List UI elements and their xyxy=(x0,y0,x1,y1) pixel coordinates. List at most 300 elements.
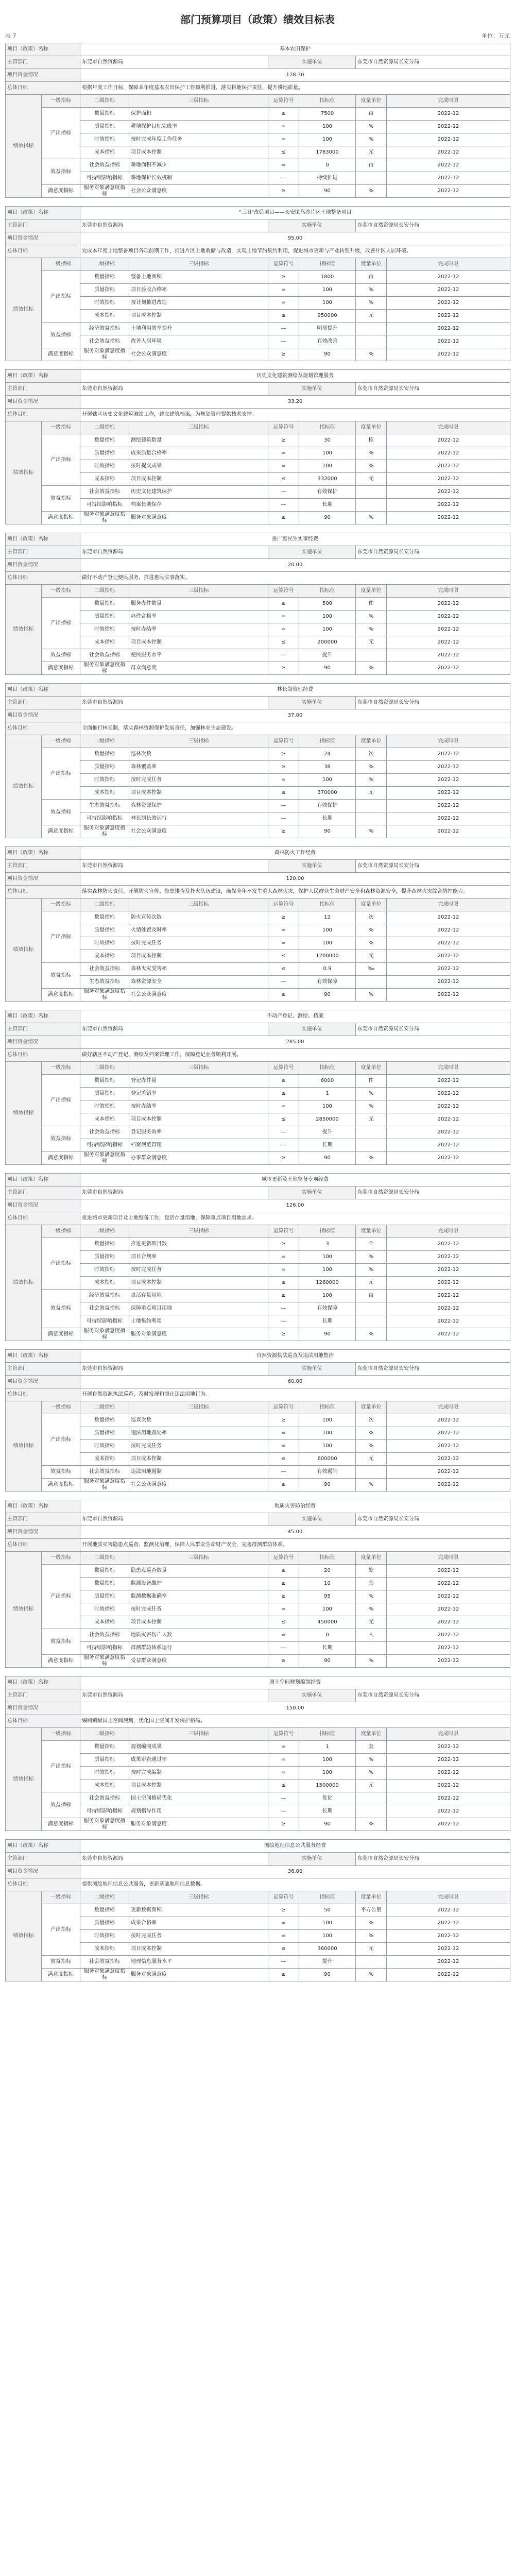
project-name-label: 项目（政策）名称 xyxy=(6,1500,80,1513)
table-row xyxy=(6,1741,510,1754)
indicator-value: 100 xyxy=(299,1930,356,1943)
indicator-deadline: 2022-12 xyxy=(387,1603,510,1616)
indicator-level-3: 按时完成任务 xyxy=(129,937,268,950)
indicator-deadline: 2022-12 xyxy=(387,1754,510,1767)
indicator-level-2: 社会效益指标 xyxy=(80,1126,129,1139)
indicator-operator: — xyxy=(268,1126,299,1139)
performance-table-grid xyxy=(5,206,510,361)
indicator-deadline: 2022-12 xyxy=(387,1152,510,1165)
indicator-unit: 个 xyxy=(356,1238,387,1251)
indicator-operator: ≥ xyxy=(268,1578,299,1590)
indicator-level-2: 服务对象满意度指标 xyxy=(80,1152,129,1165)
indicator-deadline: 2022-12 xyxy=(387,976,510,989)
indicator-level-3: 改善人居环境 xyxy=(129,335,268,348)
indicator-deadline: 2022-12 xyxy=(387,447,510,460)
indicator-level-3: 森林资源安全 xyxy=(129,976,268,989)
indicator-operator: ≥ xyxy=(268,662,299,675)
indicator-value: 100 xyxy=(299,1264,356,1277)
indicator-value: 100 xyxy=(299,1100,356,1113)
indicator-level-2: 服务对象满意度指标 xyxy=(80,185,129,198)
performance-table xyxy=(5,1500,510,1668)
indicator-level-3: 更新数据面积 xyxy=(129,1904,268,1917)
indicator-operator: ≤ xyxy=(268,146,299,159)
indicator-unit xyxy=(356,323,387,335)
indicator-unit: 元 xyxy=(356,473,387,486)
indicator-value: 95 xyxy=(299,1590,356,1603)
column-header-unit: 度量单位 xyxy=(356,421,387,434)
indicator-level-3: 档案规范管理 xyxy=(129,1139,268,1152)
table-row xyxy=(6,623,510,636)
table-row xyxy=(6,1152,510,1165)
table-row xyxy=(6,108,510,121)
goal-text: 做好辖区不动产登记、测绘及档案管理工作，保障登记业务顺利开展。 xyxy=(80,1049,510,1062)
indicator-level-3: 受益群众满意度 xyxy=(129,1655,268,1668)
indicator-level-2: 可持续影响指标 xyxy=(80,499,129,512)
indicator-unit: % xyxy=(356,1590,387,1603)
dept-value: 东莞市自然资源局 xyxy=(80,1363,268,1376)
indicator-level-3: 隐患点巡查数量 xyxy=(129,1565,268,1578)
dept-value: 东莞市自然资源局 xyxy=(80,1187,268,1199)
indicator-operator: ≥ xyxy=(268,1290,299,1302)
indicator-level-3: 按时完成任务 xyxy=(129,1264,268,1277)
indicator-value: 90 xyxy=(299,1328,356,1341)
indicator-deadline: 2022-12 xyxy=(387,649,510,662)
indicator-value: 90 xyxy=(299,1818,356,1831)
indicator-deadline: 2022-12 xyxy=(387,812,510,825)
column-header-l2: 二级指标 xyxy=(80,1891,129,1904)
indicator-value: 950000 xyxy=(299,310,356,323)
indicator-deadline: 2022-12 xyxy=(387,1139,510,1152)
indicator-unit: 次 xyxy=(356,748,387,761)
indicator-operator: — xyxy=(268,1302,299,1315)
indicator-deadline: 2022-12 xyxy=(387,512,510,524)
indicator-unit: 次 xyxy=(356,1414,387,1427)
indicator-level-2: 可持续影响指标 xyxy=(80,1642,129,1655)
indicator-value: 1 xyxy=(299,1088,356,1100)
indicator-deadline: 2022-12 xyxy=(387,146,510,159)
indicator-level-1: 满意度指标 xyxy=(42,512,80,524)
indicator-deadline: 2022-12 xyxy=(387,1904,510,1917)
indicator-level-3: 土地集约利用 xyxy=(129,1315,268,1328)
table-row xyxy=(6,649,510,662)
indicator-operator: ≥ xyxy=(268,989,299,1002)
indicator-unit: % xyxy=(356,1264,387,1277)
indicator-level-2: 成本指标 xyxy=(80,1616,129,1629)
page-title: 部门预算项目（政策）绩效目标表 xyxy=(180,13,335,26)
project-name-value: 不动产登记、测绘、档案 xyxy=(80,1010,510,1023)
indicator-operator: = xyxy=(268,924,299,937)
indicator-unit: 件 xyxy=(356,598,387,611)
indicator-operator: ≤ xyxy=(268,1113,299,1126)
indicator-level-1: 效益指标 xyxy=(42,1956,80,1969)
table-row xyxy=(6,1917,510,1930)
column-header-l1: 一级指标 xyxy=(42,95,80,108)
indicator-unit: % xyxy=(356,284,387,297)
perf-label: 绩效指标 xyxy=(6,1225,42,1341)
column-header-date: 完成时限 xyxy=(387,95,510,108)
indicator-level-2: 数量指标 xyxy=(80,1741,129,1754)
indicator-level-2: 经济效益指标 xyxy=(80,323,129,335)
indicator-level-2: 时效指标 xyxy=(80,460,129,473)
indicator-operator: ≤ xyxy=(268,1453,299,1466)
dept-label: 主管部门 xyxy=(6,219,80,232)
indicator-unit xyxy=(356,1956,387,1969)
indicator-unit xyxy=(356,1466,387,1479)
impl-unit-label: 实施单位 xyxy=(268,860,356,873)
table-number: 表 7 xyxy=(5,32,16,39)
project-name-label: 项目（政策）名称 xyxy=(6,207,80,219)
indicator-operator: = xyxy=(268,1754,299,1767)
indicator-level-2: 社会效益指标 xyxy=(80,1466,129,1479)
indicator-deadline: 2022-12 xyxy=(387,1315,510,1328)
goal-text: 落实森林防火责任，开展防火宣传、隐患排查及扑火队伍建设，确保全年不发生重大森林火灾，保护人民群众生命财产安全和森林资源安全，提升森林火灾综合防控能力。 xyxy=(80,886,510,899)
indicator-operator: ≥ xyxy=(268,1075,299,1088)
funds-value: 126.00 xyxy=(80,1199,510,1212)
indicator-value: 2850000 xyxy=(299,1113,356,1126)
indicator-operator: ≥ xyxy=(268,761,299,774)
indicator-level-2: 经济效益指标 xyxy=(80,1290,129,1302)
indicator-deadline: 2022-12 xyxy=(387,108,510,121)
indicator-level-3: 社会公众满意度 xyxy=(129,989,268,1002)
indicator-value: 100 xyxy=(299,774,356,787)
indicator-level-3: 项目成本控制 xyxy=(129,1453,268,1466)
indicator-operator: — xyxy=(268,1139,299,1152)
indicator-value: 100 xyxy=(299,1440,356,1453)
indicator-level-3: 森林资源保护 xyxy=(129,800,268,812)
indicator-value: 持续推进 xyxy=(299,172,356,185)
indicator-operator: ≥ xyxy=(268,598,299,611)
indicator-operator: ≥ xyxy=(268,1328,299,1341)
indicator-operator: = xyxy=(268,1603,299,1616)
indicator-level-2: 社会效益指标 xyxy=(80,1792,129,1805)
dept-label: 主管部门 xyxy=(6,383,80,396)
funds-value: 95.00 xyxy=(80,232,510,245)
indicator-value: 90 xyxy=(299,1479,356,1492)
indicator-level-2: 可持续影响指标 xyxy=(80,1805,129,1818)
indicator-operator: = xyxy=(268,1264,299,1277)
table-row xyxy=(6,1075,510,1088)
column-header-op: 运算符号 xyxy=(268,421,299,434)
column-header-op: 运算符号 xyxy=(268,1225,299,1238)
goal-label: 总体目标 xyxy=(6,722,80,735)
indicator-level-1: 产出指标 xyxy=(42,598,80,649)
indicator-operator: ≤ xyxy=(268,1616,299,1629)
indicator-deadline: 2022-12 xyxy=(387,787,510,800)
column-header-l2: 二级指标 xyxy=(80,1401,129,1414)
indicator-level-3: 林长制长效运行 xyxy=(129,812,268,825)
indicator-operator: — xyxy=(268,649,299,662)
indicator-operator: ≥ xyxy=(268,1904,299,1917)
indicator-unit: 套 xyxy=(356,1578,387,1590)
column-header-val: 指标值 xyxy=(299,421,356,434)
indicator-level-1: 效益指标 xyxy=(42,323,80,348)
column-header-l3: 三级指标 xyxy=(129,95,268,108)
indicator-operator: ≥ xyxy=(268,1238,299,1251)
table-row xyxy=(6,1264,510,1277)
indicator-level-3: 按计划推进改造 xyxy=(129,297,268,310)
indicator-deadline: 2022-12 xyxy=(387,950,510,963)
indicator-operator: ≤ xyxy=(268,1780,299,1792)
indicator-level-1: 产出指标 xyxy=(42,1238,80,1290)
indicator-unit: 元 xyxy=(356,1277,387,1290)
indicator-value: 7500 xyxy=(299,108,356,121)
indicator-value: 10 xyxy=(299,1578,356,1590)
indicator-level-3: 登记差错率 xyxy=(129,1088,268,1100)
indicator-unit: % xyxy=(356,1440,387,1453)
indicator-level-1: 效益指标 xyxy=(42,963,80,989)
indicator-level-3: 防火宣传次数 xyxy=(129,911,268,924)
column-header-date: 完成时限 xyxy=(387,421,510,434)
indicator-operator: — xyxy=(268,335,299,348)
indicator-unit: % xyxy=(356,1969,387,1981)
indicator-deadline: 2022-12 xyxy=(387,1565,510,1578)
goal-label: 总体目标 xyxy=(6,245,80,258)
table-row xyxy=(6,1578,510,1590)
indicator-operator: = xyxy=(268,623,299,636)
performance-table xyxy=(5,206,510,361)
indicator-unit: 元 xyxy=(356,1943,387,1956)
impl-unit-value: 东莞市自然资源局长安分局 xyxy=(356,697,510,709)
perf-label: 绩效指标 xyxy=(6,258,42,361)
indicator-deadline: 2022-12 xyxy=(387,1805,510,1818)
table-row xyxy=(6,1453,510,1466)
indicator-level-3: 项目验收合格率 xyxy=(129,284,268,297)
column-header-val: 指标值 xyxy=(299,585,356,598)
indicator-value: 长期 xyxy=(299,1315,356,1328)
indicator-level-3: 按时提交成果 xyxy=(129,460,268,473)
indicator-level-2: 服务对象满意度指标 xyxy=(80,989,129,1002)
project-name-value: 历史文化建筑测绘及规划管理服务 xyxy=(80,370,510,383)
indicator-level-1: 产出指标 xyxy=(42,911,80,963)
indicator-value: 100 xyxy=(299,623,356,636)
indicator-unit: % xyxy=(356,133,387,146)
performance-table-grid xyxy=(5,533,510,675)
indicator-deadline: 2022-12 xyxy=(387,1251,510,1264)
indicator-value: 100 xyxy=(299,1917,356,1930)
indicator-unit: ‰ xyxy=(356,963,387,976)
indicator-level-1: 效益指标 xyxy=(42,800,80,825)
indicator-deadline: 2022-12 xyxy=(387,1328,510,1341)
indicator-value: 长期 xyxy=(299,1139,356,1152)
indicator-operator: ≤ xyxy=(268,1088,299,1100)
indicator-unit: % xyxy=(356,761,387,774)
table-row xyxy=(6,1466,510,1479)
indicator-unit: % xyxy=(356,623,387,636)
indicator-deadline: 2022-12 xyxy=(387,1264,510,1277)
performance-table xyxy=(5,533,510,675)
indicator-deadline: 2022-12 xyxy=(387,1741,510,1754)
funds-value: 178.30 xyxy=(80,69,510,82)
indicator-operator: = xyxy=(268,1251,299,1264)
indicator-level-3: 按时完成任务 xyxy=(129,1930,268,1943)
table-row xyxy=(6,159,510,172)
indicator-operator: = xyxy=(268,460,299,473)
indicator-unit xyxy=(356,1315,387,1328)
indicator-level-2: 成本指标 xyxy=(80,146,129,159)
indicator-value: 370000 xyxy=(299,787,356,800)
goal-text: 做好不动产登记便民服务，推进惠民实事落实。 xyxy=(80,572,510,585)
column-header-l1: 一级指标 xyxy=(42,1552,80,1565)
indicator-unit xyxy=(356,1126,387,1139)
table-row xyxy=(6,825,510,838)
goal-text: 开展辖区历史文化建筑测绘工作，建立建筑档案，为规划管理提供技术支撑。 xyxy=(80,409,510,421)
indicator-level-3: 群测群防体系运行 xyxy=(129,1642,268,1655)
indicator-deadline: 2022-12 xyxy=(387,636,510,649)
table-row xyxy=(6,1414,510,1427)
indicator-level-1: 产出指标 xyxy=(42,1904,80,1956)
column-header-l2: 二级指标 xyxy=(80,95,129,108)
indicator-deadline: 2022-12 xyxy=(387,825,510,838)
goal-label: 总体目标 xyxy=(6,1878,80,1891)
dept-value: 东莞市自然资源局 xyxy=(80,219,268,232)
performance-table xyxy=(5,1010,510,1165)
column-header-unit: 度量单位 xyxy=(356,1552,387,1565)
column-header-l3: 三级指标 xyxy=(129,585,268,598)
table-row xyxy=(6,1290,510,1302)
indicator-deadline: 2022-12 xyxy=(387,1642,510,1655)
indicator-deadline: 2022-12 xyxy=(387,1427,510,1440)
indicator-unit: 平方公里 xyxy=(356,1904,387,1917)
indicator-value: 提升 xyxy=(299,649,356,662)
indicator-unit: % xyxy=(356,1427,387,1440)
column-header-unit: 度量单位 xyxy=(356,585,387,598)
performance-table xyxy=(5,1839,510,1981)
table-row xyxy=(6,146,510,159)
indicator-operator: = xyxy=(268,1767,299,1780)
table-row xyxy=(6,1616,510,1629)
indicator-level-3: 国土空间格局优化 xyxy=(129,1792,268,1805)
indicator-unit: 亩 xyxy=(356,1290,387,1302)
indicator-level-1: 效益指标 xyxy=(42,159,80,185)
column-header-l3: 三级指标 xyxy=(129,1062,268,1075)
indicator-level-3: 服务对象满意度 xyxy=(129,1328,268,1341)
indicator-level-2: 时效指标 xyxy=(80,1100,129,1113)
indicator-level-3: 成果合格率 xyxy=(129,1917,268,1930)
column-header-val: 指标值 xyxy=(299,1401,356,1414)
goal-text: 推进城市更新项目及土地整备工作，盘活存量用地，保障重点项目用地需求。 xyxy=(80,1212,510,1225)
indicator-unit xyxy=(356,800,387,812)
indicator-deadline: 2022-12 xyxy=(387,1113,510,1126)
indicator-unit: % xyxy=(356,297,387,310)
indicator-deadline: 2022-12 xyxy=(387,611,510,623)
table-row xyxy=(6,950,510,963)
goal-label: 总体目标 xyxy=(6,1539,80,1552)
indicator-level-1: 效益指标 xyxy=(42,486,80,512)
indicator-level-2: 社会效益指标 xyxy=(80,159,129,172)
perf-label: 绩效指标 xyxy=(6,1728,42,1831)
column-header-l1: 一级指标 xyxy=(42,1225,80,1238)
indicator-level-2: 数量指标 xyxy=(80,911,129,924)
indicator-deadline: 2022-12 xyxy=(387,1629,510,1642)
column-header-l2: 二级指标 xyxy=(80,421,129,434)
indicator-level-2: 时效指标 xyxy=(80,297,129,310)
indicator-level-3: 项目成本控制 xyxy=(129,310,268,323)
table-row xyxy=(6,1629,510,1642)
indicator-deadline: 2022-12 xyxy=(387,460,510,473)
column-header-val: 指标值 xyxy=(299,1225,356,1238)
indicator-unit: % xyxy=(356,1767,387,1780)
indicator-level-3: 项目成本控制 xyxy=(129,146,268,159)
indicator-level-1: 满意度指标 xyxy=(42,1818,80,1831)
indicator-unit: % xyxy=(356,1917,387,1930)
indicator-unit: 元 xyxy=(356,1453,387,1466)
indicator-operator: ≤ xyxy=(268,1943,299,1956)
indicator-operator: ≥ xyxy=(268,911,299,924)
indicator-level-2: 服务对象满意度指标 xyxy=(80,825,129,838)
indicator-operator: = xyxy=(268,121,299,133)
indicator-level-1: 满意度指标 xyxy=(42,1969,80,1981)
funds-label: 项目资金情况 xyxy=(6,1376,80,1388)
indicator-unit: % xyxy=(356,348,387,361)
column-header-l3: 三级指标 xyxy=(129,1891,268,1904)
table-row xyxy=(6,1277,510,1290)
indicator-deadline: 2022-12 xyxy=(387,1917,510,1930)
indicator-level-3: 项目合规率 xyxy=(129,1251,268,1264)
indicator-unit: % xyxy=(356,1100,387,1113)
indicator-operator: = xyxy=(268,611,299,623)
indicator-value: 1 xyxy=(299,1741,356,1754)
project-name-value: 城市更新及土地整备专项经费 xyxy=(80,1174,510,1187)
indicator-level-2: 可持续影响指标 xyxy=(80,1315,129,1328)
indicator-value: 1260000 xyxy=(299,1277,356,1290)
indicator-level-3: 便民服务水平 xyxy=(129,649,268,662)
indicator-level-1: 产出指标 xyxy=(42,271,80,323)
indicator-level-2: 成本指标 xyxy=(80,1943,129,1956)
indicator-level-2: 成本指标 xyxy=(80,787,129,800)
indicator-deadline: 2022-12 xyxy=(387,1100,510,1113)
indicator-value: 6000 xyxy=(299,1075,356,1088)
table-row xyxy=(6,1238,510,1251)
dept-label: 主管部门 xyxy=(6,1023,80,1036)
funds-value: 60.00 xyxy=(80,1376,510,1388)
dept-value: 东莞市自然资源局 xyxy=(80,860,268,873)
indicator-value: 100 xyxy=(299,611,356,623)
funds-label: 项目资金情况 xyxy=(6,69,80,82)
column-header-unit: 度量单位 xyxy=(356,95,387,108)
indicator-value: 优化 xyxy=(299,1792,356,1805)
table-row xyxy=(6,1818,510,1831)
column-header-op: 运算符号 xyxy=(268,735,299,748)
indicator-value: 长期 xyxy=(299,812,356,825)
column-header-date: 完成时限 xyxy=(387,258,510,271)
performance-table xyxy=(5,846,510,1002)
indicator-value: 1500000 xyxy=(299,1780,356,1792)
project-name-label: 项目（政策）名称 xyxy=(6,1010,80,1023)
indicator-level-3: 监测数据准确率 xyxy=(129,1590,268,1603)
indicator-level-2: 质量指标 xyxy=(80,761,129,774)
column-header-l2: 二级指标 xyxy=(80,1062,129,1075)
indicator-level-2: 成本指标 xyxy=(80,1453,129,1466)
indicator-level-2: 时效指标 xyxy=(80,1603,129,1616)
indicator-deadline: 2022-12 xyxy=(387,1969,510,1981)
indicator-operator: ≥ xyxy=(268,1414,299,1427)
dept-label: 主管部门 xyxy=(6,1689,80,1702)
indicator-level-3: 地质灾害伤亡人数 xyxy=(129,1629,268,1642)
indicator-level-3: 项目成本控制 xyxy=(129,1780,268,1792)
table-row xyxy=(6,271,510,284)
indicator-deadline: 2022-12 xyxy=(387,1943,510,1956)
performance-table xyxy=(5,683,510,838)
indicator-level-3: 土地利用效率提升 xyxy=(129,323,268,335)
project-name-label: 项目（政策）名称 xyxy=(6,1350,80,1363)
column-header-l3: 三级指标 xyxy=(129,258,268,271)
indicator-level-2: 服务对象满意度指标 xyxy=(80,662,129,675)
table-row xyxy=(6,761,510,774)
indicator-value: 100 xyxy=(299,133,356,146)
indicator-level-3: 社会公众满意度 xyxy=(129,185,268,198)
indicator-operator: — xyxy=(268,800,299,812)
column-header-l2: 二级指标 xyxy=(80,585,129,598)
